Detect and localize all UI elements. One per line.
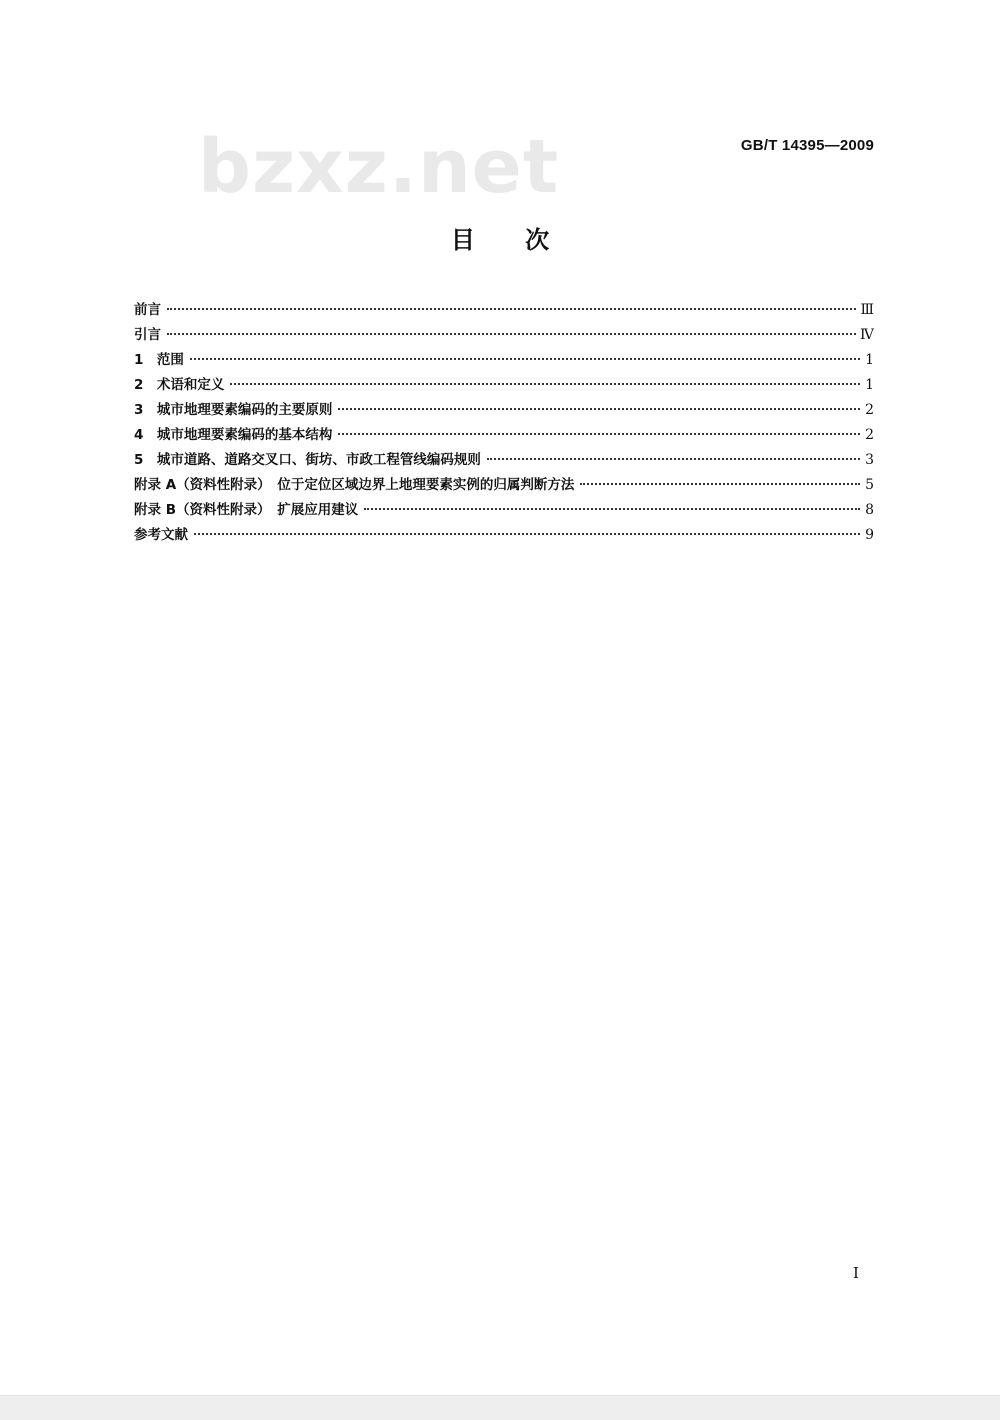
toc-entry-label: 前言 <box>134 302 161 318</box>
toc-entry-page: 9 <box>865 527 874 543</box>
toc-entry-label: 参考文献 <box>134 527 188 543</box>
dot-leader <box>230 383 860 385</box>
toc-entry-bibliography[interactable] <box>134 523 874 548</box>
page-title: 目 次 <box>450 226 550 254</box>
dot-leader <box>364 508 860 510</box>
toc-entry-terms[interactable] <box>134 373 874 398</box>
dot-leader <box>190 358 860 360</box>
toc-entry-page: Ⅳ <box>860 327 874 343</box>
dot-leader <box>580 483 860 485</box>
table-of-contents <box>134 298 874 548</box>
toc-entry-introduction[interactable] <box>134 323 874 348</box>
toc-entry-page: 8 <box>865 502 874 518</box>
dot-leader <box>194 533 860 535</box>
page-number: Ⅰ <box>853 1264 859 1282</box>
toc-entry-structure[interactable] <box>134 423 874 448</box>
toc-entry-label: 4 城市地理要素编码的基本结构 <box>134 427 333 443</box>
toc-entry-page: 5 <box>865 477 874 493</box>
toc-entry-label: 5 城市道路、道路交叉口、街坊、市政工程管线编码规则 <box>134 452 481 468</box>
toc-entry-appendix-a[interactable] <box>134 473 874 498</box>
toc-entry-page: 1 <box>865 377 874 393</box>
dot-leader <box>167 333 856 335</box>
dot-leader <box>338 433 860 435</box>
dot-leader <box>167 308 856 310</box>
watermark-text: bzxz.net <box>198 124 560 210</box>
toc-entry-scope[interactable] <box>134 348 874 373</box>
toc-entry-appendix-b[interactable] <box>134 498 874 523</box>
toc-entry-principles[interactable] <box>134 398 874 423</box>
toc-entry-label: 2 术语和定义 <box>134 377 225 393</box>
toc-entry-label: 1 范围 <box>134 352 184 368</box>
dot-leader <box>487 458 860 460</box>
toc-entry-coding-rules[interactable] <box>134 448 874 473</box>
toc-entry-page: 2 <box>865 427 874 443</box>
toc-entry-label: 3 城市地理要素编码的主要原则 <box>134 402 333 418</box>
toc-entry-foreword[interactable] <box>134 298 874 323</box>
toc-entry-label: 附录 A（资料性附录） 位于定位区域边界上地理要素实例的归属判断方法 <box>134 477 575 493</box>
toc-entry-page: 2 <box>865 402 874 418</box>
toc-entry-label: 引言 <box>134 327 161 343</box>
toc-entry-page: 1 <box>865 352 874 368</box>
viewer-bottom-edge <box>0 1395 1000 1420</box>
toc-entry-page: Ⅲ <box>860 302 874 318</box>
dot-leader <box>338 408 860 410</box>
toc-entry-page: 3 <box>865 452 874 468</box>
standard-number: GB/T 14395—2009 <box>740 137 874 154</box>
toc-entry-label: 附录 B（资料性附录） 扩展应用建议 <box>134 502 359 518</box>
